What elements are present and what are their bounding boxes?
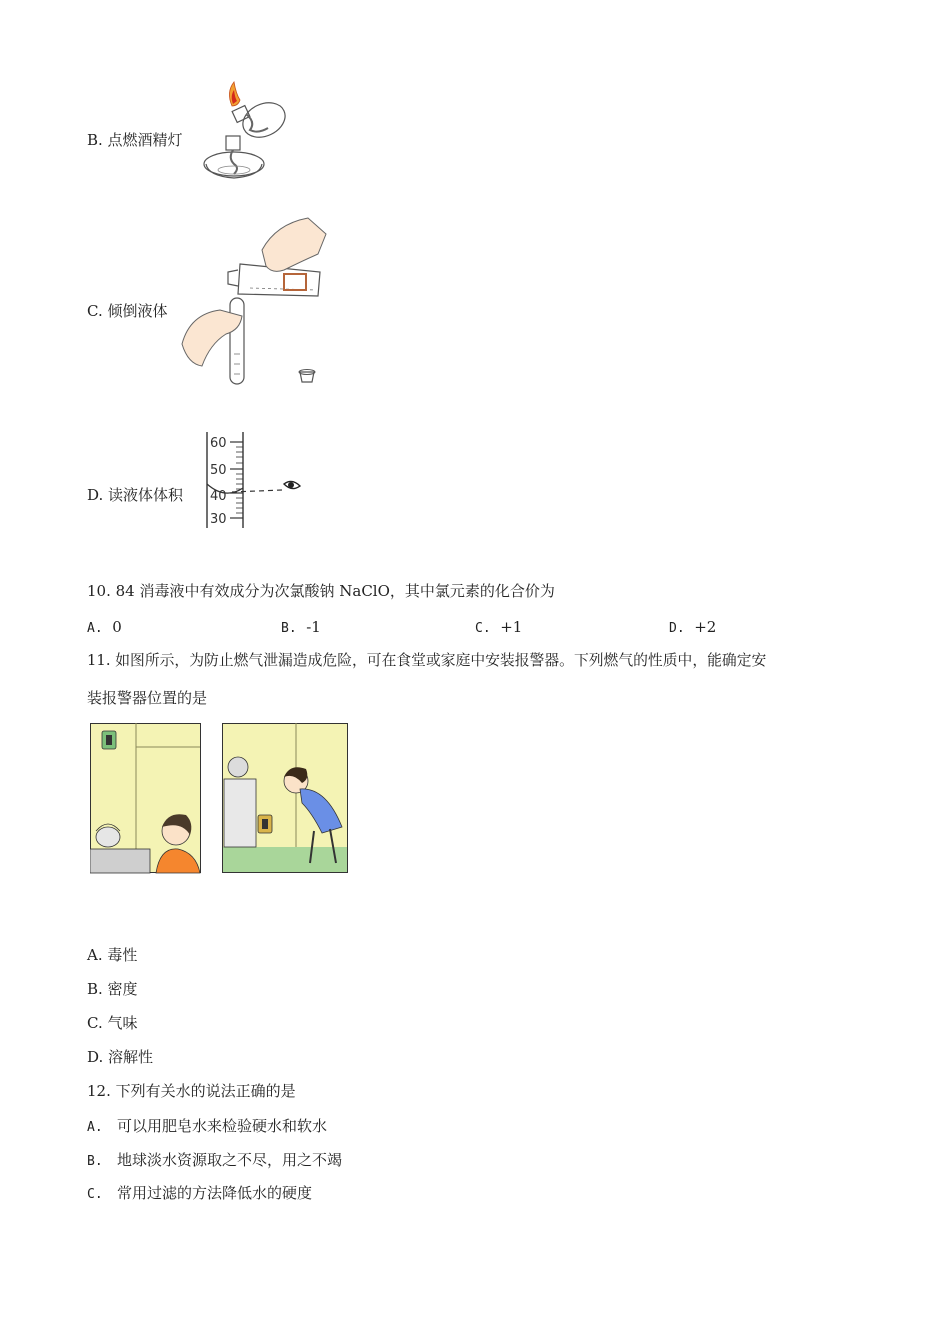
option-letter: D. — [669, 621, 685, 636]
option-letter: C. — [475, 621, 491, 636]
option-text: 可以用肥皂水来检验硬水和软水 — [116, 1117, 327, 1135]
graduated-cylinder-reading-figure — [202, 428, 306, 532]
option-value: -1 — [306, 618, 321, 636]
q12-option-b — [87, 1150, 342, 1172]
pouring-liquid-figure — [180, 214, 330, 394]
q10-option-d — [669, 617, 716, 639]
q10-option-b — [281, 617, 321, 639]
q9-option-b: B. 点燃酒精灯 — [87, 131, 183, 149]
q12-option-c — [87, 1183, 312, 1205]
q11-option-b: B. 密度 — [87, 980, 138, 998]
option-text: 常用过滤的方法降低水的硬度 — [116, 1184, 312, 1202]
gas-alarm-low-position-figure — [222, 723, 349, 874]
q10-option-c — [475, 617, 522, 639]
q11-option-a: A. 毒性 — [87, 946, 138, 964]
q10-stem: 10. 84 消毒液中有效成分为次氯酸钠 NaClO，其中氯元素的化合价为 — [87, 582, 555, 600]
option-value: 0 — [112, 618, 122, 636]
option-value: +1 — [500, 618, 523, 636]
tick-label-30: 30 — [210, 512, 227, 527]
alcohol-lamp-lighting-figure — [198, 78, 298, 186]
tick-label-40: 40 — [210, 489, 227, 504]
option-letter: B. — [87, 1154, 103, 1169]
tick-label-50: 50 — [210, 463, 227, 478]
option-letter: A. — [87, 621, 103, 636]
option-letter: B. — [281, 621, 297, 636]
tick-label-60: 60 — [210, 436, 227, 451]
q11-option-c: C. 气味 — [87, 1014, 138, 1032]
option-letter: C. — [87, 1187, 103, 1202]
q10-option-a — [87, 617, 122, 639]
option-text: 地球淡水资源取之不尽，用之不竭 — [116, 1151, 342, 1169]
q12-stem: 12. 下列有关水的说法正确的是 — [87, 1082, 296, 1100]
q9-option-d: D. 读液体体积 — [87, 486, 184, 504]
q11-stem-line2: 装报警器位置的是 — [87, 689, 208, 707]
q11-stem-line1: 11. 如图所示，为防止燃气泄漏造成危险，可在食堂或家庭中安装报警器。下列燃气的性质中，能确定安 — [87, 652, 767, 669]
q12-option-a — [87, 1116, 327, 1138]
q11-option-d: D. 溶解性 — [87, 1048, 154, 1066]
option-value: +2 — [694, 618, 717, 636]
q9-option-c: C. 倾倒液体 — [87, 302, 168, 320]
gas-alarm-high-position-figure — [90, 723, 202, 874]
option-letter: A. — [87, 1120, 103, 1135]
